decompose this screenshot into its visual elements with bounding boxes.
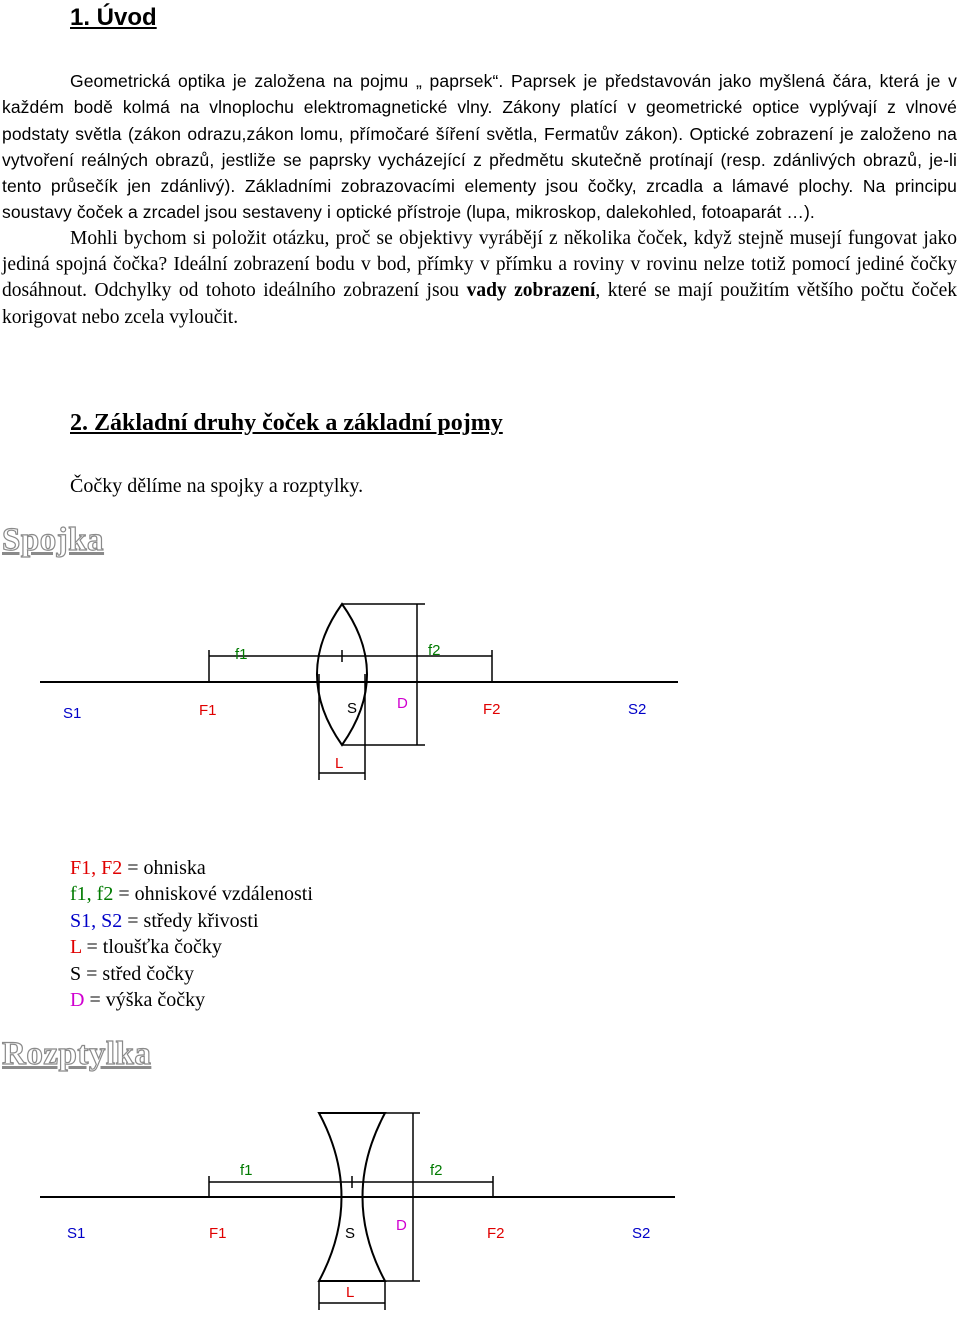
symbol-legend <box>70 855 313 1013</box>
converging-lens-diagram <box>0 590 700 790</box>
spojka-heading: Spojka <box>2 522 105 558</box>
section-2-title: 2. Základní druhy čoček a základní pojmy <box>70 410 503 436</box>
legend-row: f1, f2 = ohniskové vzdálenosti <box>70 883 313 906</box>
legend-row: D = výška čočky <box>70 989 206 1012</box>
label-s2: S2 <box>632 1225 651 1242</box>
legend-row: F1, F2 = ohniska <box>70 857 206 879</box>
label-s-center: S <box>345 1225 356 1242</box>
label-s1: S1 <box>67 1225 86 1242</box>
label-d: D <box>396 1217 407 1234</box>
label-f2: F2 <box>483 701 501 718</box>
section-1-title: 1. Úvod <box>70 4 157 31</box>
paragraph-1: Geometrická optika je založena na pojmu „ paprsek“. Paprsek je představován jako myšlená čára, která je v každém bodě kolmá na vlnoplochu elektromagnetické vlny. Zákony platící v geometrické optice vyplývají z vlnové podstaty světla (zákon odrazu,zákon lomu, přímočaré šíření světla, Fermatův zákon). Optické zobrazení je založeno na vytvoření reálných obrazů, jestliže se paprsky vycházející z předmětu skutečně protínají (resp. zdánlivých obrazů, je-li tento průsečík jen zdánlivý). Základními zobrazovacími elementy jsou čočky, zrcadla a lámavé plochy. Na principu soustavy čoček a zrcadel jsou sestaveny i optické přístroje (lupa, mikroskop, dalekohled, fotoaparát …). <box>2 71 957 223</box>
label-d: D <box>397 695 408 712</box>
lens-types-intro: Čočky dělíme na spojky a rozptylky. <box>70 475 364 497</box>
intro-paragraph <box>2 68 957 331</box>
paragraph-2: Mohli bychom si položit otázku, proč se objektivy vyrábějí z několika čoček, když stejně musejí fungovat jako jediná spojná čočka? Ideální zobrazení bodu v bod, přímky v přímku a roviny v rovinu nelze totiž pomocí jediné čočky dosáhnout. Odchylky od tohoto ideálního zobrazení jsou vady zobrazení, které se mají použitím většího počtu čoček korigovat nebo zcela vyloučit. <box>2 227 957 328</box>
biconvex-lens <box>317 604 367 745</box>
label-l: L <box>335 755 344 772</box>
label-f1-distance: f1 <box>235 646 248 663</box>
label-f2-distance: f2 <box>428 642 441 659</box>
label-f1: F1 <box>199 702 217 719</box>
label-f1-distance: f1 <box>240 1162 253 1179</box>
label-s-center: S <box>347 700 358 717</box>
legend-row: S1, S2 = středy křivosti <box>70 909 259 932</box>
label-l: L <box>346 1284 355 1301</box>
legend-row: S = střed čočky <box>70 962 195 985</box>
emphasis-vady-zobrazeni: vady zobrazení <box>466 280 596 302</box>
diverging-lens-diagram <box>0 1100 700 1315</box>
legend-row: L = tloušťka čočky <box>70 936 222 959</box>
label-f2-distance: f2 <box>430 1162 443 1179</box>
rozptylka-heading: Rozptylka <box>2 1036 152 1072</box>
label-s2: S2 <box>628 701 647 718</box>
label-s1: S1 <box>63 705 82 722</box>
label-f1: F1 <box>209 1225 227 1242</box>
label-f2: F2 <box>487 1225 505 1242</box>
